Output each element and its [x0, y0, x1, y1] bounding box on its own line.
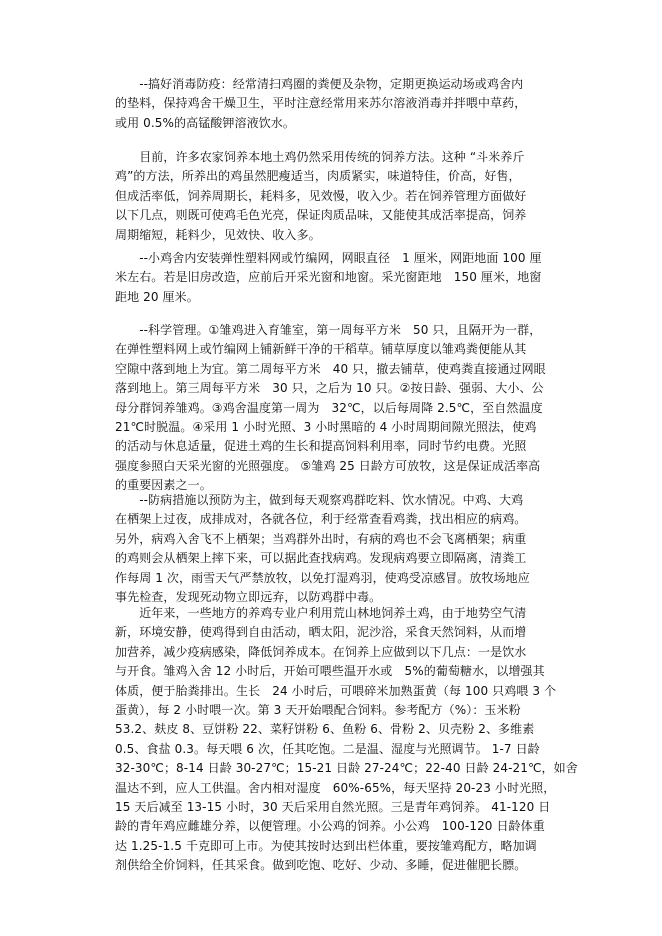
text-line: 距地 20 厘米。 — [115, 289, 199, 304]
text-line: 21℃时脱温。④采用 1 小时光照、3 小时黑暗的 4 小时周期间隙光照法，使鸡 — [115, 419, 537, 434]
text-line: 体质，便于胎粪排出。生长 24 小时后，可喂碎米加熟蛋黄（每 100 只鸡喂 3 个 — [115, 683, 557, 698]
text-line: 鸡”的方法，所养出的鸡虽然肥瘦适当，肉质紧实，味道特佳，价高，好售， — [115, 169, 521, 184]
text-line: 加营养，减少疫病感染，降低饲养成本。在饲养上应做到以下几点：一是饮水 — [115, 644, 527, 659]
paragraph-coop-netting — [115, 249, 555, 307]
text-line: --搞好消毒防疫：经常清扫鸡圈的粪便及杂物，定期更换运动场或鸡舍内 — [115, 77, 524, 91]
text-line: 近年来，一些地方的养鸡专业户利用荒山林地饲养土鸡，由于地势空气清 — [115, 606, 527, 620]
text-line: 温达不到，应人工供温。舍内相对湿度 60%-65%，每天坚持 20-23 小时光照， — [115, 780, 556, 795]
text-line: 母分群饲养雏鸡。③鸡舍温度第一周为 32℃，以后每周降 2.5℃，至自然温度 — [115, 400, 543, 415]
text-line: 的重要因素之一。 — [115, 478, 212, 493]
text-line: 空隙中落到地上为宜。第二周每平方米 40 只，撤去铺草，使鸡粪直接通过网眼 — [115, 361, 546, 376]
text-line: 事先检查，发现死动物立即远弃，以防鸡群中毒。 — [115, 589, 382, 604]
text-line: 蛋黄），每 2 小时喂一次。第 3 天开始喂配合饲料。参考配方（%）：玉米粉 — [115, 702, 521, 717]
text-line: 15 天后减至 13-15 小时，30 天后采用自然光照。三是青年鸡饲养。 41-120 日 — [115, 799, 551, 814]
text-line: 或用 0.5%的高锰酸钾溶液饮水。 — [115, 115, 296, 130]
text-line: 的活动与休息适量，促进土鸡的生长和提高饲料利用率，同时节约电费。光照 — [115, 439, 527, 454]
text-line: 以下几点，则既可使鸡毛色光亮，保证肉质品味，又能使其成活率提高，饲养 — [115, 208, 527, 223]
text-line: 另外，病鸡入舍飞不上栖架；当鸡群外出时，有病的鸡也不会飞离栖架；病重 — [115, 531, 527, 546]
text-line: 的鸡则会从栖架上摔下来，可以据此查找病鸡。发现病鸡要立即隔离，清粪工 — [115, 551, 527, 566]
text-line: 与开食。雏鸡入舍 12 小时后，开始可喂些温开水或 5%的葡萄糖水，以增强其 — [115, 664, 545, 679]
text-line: --小鸡舍内安装弹性塑料网或竹编网，网眼直径 1 厘米，网距地面 100 厘 — [115, 251, 542, 265]
text-line: 在弹性塑料网上或竹编网上铺新鲜干净的干稻草。铺草厚度以雏鸡粪便能从其 — [115, 342, 527, 357]
text-line: --防病措施以预防为主，做到每天观察鸡群吃料、饮水情况。中鸡、大鸡 — [115, 493, 524, 507]
text-line: 落到地上。第三周每平方米 30 只，之后为 10 只。②按日龄、强弱、大小、公 — [115, 381, 544, 396]
text-line: --科学管理。①雏鸡进入育雏室，第一周每平方米 50 只，且隔开为一群， — [115, 323, 542, 337]
text-line: 强度参照白天采光窗的光照强度。 ⑤雏鸡 25 日龄方可放牧，这是保证成活率高 — [115, 458, 541, 473]
text-line: 但成活率低，饲养周期长，耗料多，见效慢，收入少。若在饲养管理方面做好 — [115, 188, 527, 203]
paragraph-disease-prevention — [115, 491, 555, 607]
paragraph-introduction — [115, 148, 555, 245]
text-line: 米左右。若是旧房改造，应前后开采光窗和地窗。采光窗距地 150 厘米，地窗 — [115, 270, 542, 285]
paragraph-disinfection — [115, 75, 555, 133]
paragraph-scientific-management — [115, 321, 555, 496]
text-line: 的垫料，保持鸡舍干燥卫生，平时注意经常用来苏尔溶液消毒并拌喂中草药， — [115, 96, 527, 111]
text-line: 在栖架上过夜，成排成对，各就各位，利于经常查看鸡粪，找出相应的病鸡。 — [115, 512, 527, 527]
paragraph-woodland-raising — [115, 604, 578, 875]
text-line: 剂供给全价饲料，任其采食。做到吃饱、吃好、少动、多睡，促进催肥长膘。 — [115, 858, 527, 873]
text-line: 32-30℃；8-14 日龄 30-27℃；15-21 日龄 27-24℃；22-40 日龄 24-21℃，如舍 — [115, 761, 578, 776]
text-line: 0.5、食盐 0.3。每天喂 6 次，任其吃饱。二是温、湿度与光照调节。 1-7 日龄 — [115, 741, 540, 756]
text-line: 目前，许多农家饲养本地土鸡仍然采用传统的饲养方法。这种 “斗米养斤 — [115, 150, 525, 164]
text-line: 达 1.25-1.5 千克即可上市。为使其按时达到出栏体重，要按雏鸡配方，略加调 — [115, 838, 537, 853]
text-line: 作每周 1 次，雨雪天气严禁放牧，以免打湿鸡羽，使鸡受凉感冒。放牧场地应 — [115, 570, 530, 585]
text-line: 53.2、麸皮 8、豆饼粉 22、菜籽饼粉 6、鱼粉 6、骨粉 2、贝壳粉 2、多维素 — [115, 722, 535, 737]
text-line: 周期缩短，耗料少，见效快、收入多。 — [115, 227, 321, 242]
text-line: 新，环境安静，使鸡得到自由活动，晒太阳，泥沙浴，采食天然饲料，从而增 — [115, 625, 527, 640]
text-line: 龄的青年鸡应雌雄分养，以便管理。小公鸡的饲养。小公鸡 100-120 日龄体重 — [115, 819, 545, 834]
